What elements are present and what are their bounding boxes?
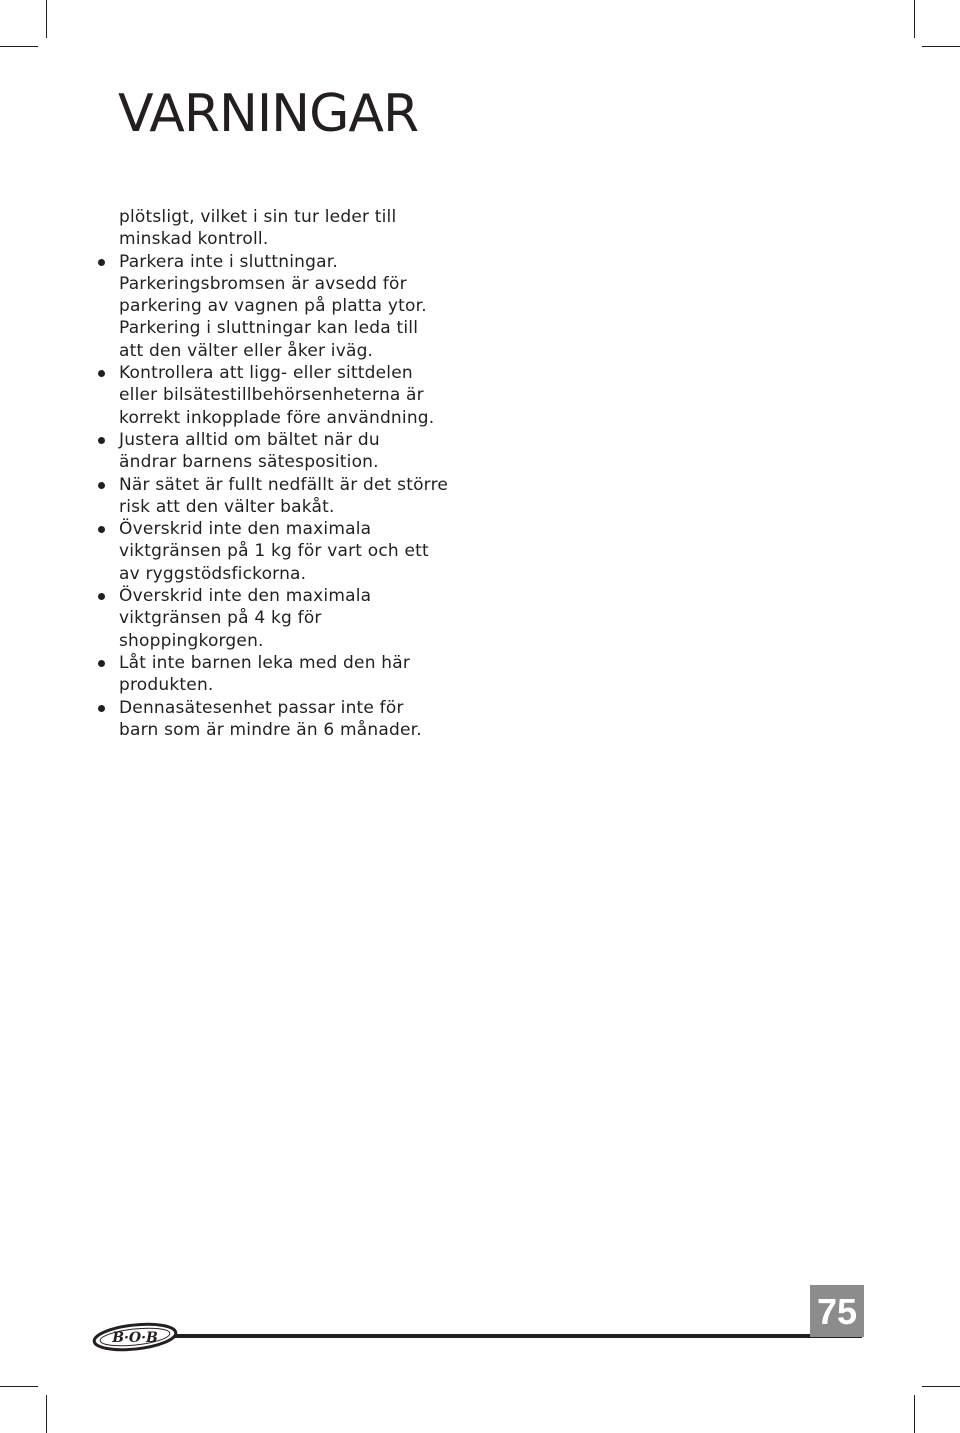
text-line: av ryggstödsfickorna. (119, 563, 307, 584)
footer-rule (168, 1334, 862, 1338)
warning-item (119, 652, 539, 697)
text-line: Låt inte barnen leka med den här (119, 652, 411, 673)
warning-item (119, 697, 539, 742)
text-line: risk att den välter bakåt. (119, 496, 335, 517)
text-line: minskad kontroll. (119, 229, 269, 250)
intro-paragraph (119, 206, 539, 251)
warning-list (119, 251, 539, 742)
bullet-icon (98, 437, 105, 444)
crop-mark (922, 46, 960, 47)
crop-mark (0, 46, 38, 47)
text-line: ändrar barnens sätesposition. (119, 452, 379, 473)
text-line: produkten. (119, 675, 214, 696)
bob-logo (92, 1322, 178, 1352)
crop-mark (914, 0, 915, 38)
text-line: viktgränsen på 4 kg för (119, 608, 322, 629)
warning-item (119, 518, 539, 585)
text-line: shoppingkorgen. (119, 630, 264, 651)
logo-text: B·O·B (112, 1330, 158, 1346)
text-line: att den välter eller åker iväg. (119, 340, 374, 361)
text-line: barn som är mindre än 6 månader. (119, 719, 422, 740)
bullet-icon (98, 593, 105, 600)
text-line: Överskrid inte den maximala (119, 586, 372, 607)
text-line: Överskrid inte den maximala (119, 519, 372, 540)
text-line: Parkeringsbromsen är avsedd för (119, 273, 407, 294)
bullet-icon (98, 482, 105, 489)
text-line: viktgränsen på 1 kg för vart och ett (119, 541, 429, 562)
bullet-icon (98, 660, 105, 667)
page-number: 75 (810, 1285, 864, 1337)
text-line: eller bilsätestillbehörsenheterna är (119, 385, 424, 406)
warning-item (119, 251, 539, 362)
text-line: parkering av vagnen på platta ytor. (119, 296, 427, 317)
bullet-icon (98, 259, 105, 266)
crop-mark (46, 1395, 47, 1433)
crop-mark (0, 1386, 38, 1387)
crop-mark (914, 1395, 915, 1433)
page-title: VARNINGAR (118, 84, 419, 144)
bullet-icon (98, 526, 105, 533)
warning-item (119, 429, 539, 474)
warning-item (119, 362, 539, 429)
warnings-content (119, 206, 539, 741)
text-line: Kontrollera att ligg- eller sittdelen (119, 363, 413, 384)
text-line: korrekt inkopplade före användning. (119, 407, 435, 428)
text-line: Parkering i sluttningar kan leda till (119, 318, 419, 339)
text-line: När sätet är fullt nedfällt är det större (119, 474, 449, 495)
bullet-icon (98, 370, 105, 377)
crop-mark (922, 1386, 960, 1387)
crop-mark (46, 0, 47, 38)
warning-item (119, 474, 539, 519)
text-line: Parkera inte i sluttningar. (119, 251, 338, 272)
text-line: Dennasätesenhet passar inte för (119, 697, 404, 718)
text-line: Justera alltid om bältet när du (119, 429, 380, 450)
bullet-icon (98, 705, 105, 712)
text-line: plötsligt, vilket i sin tur leder till (119, 207, 397, 227)
warning-item (119, 585, 539, 652)
